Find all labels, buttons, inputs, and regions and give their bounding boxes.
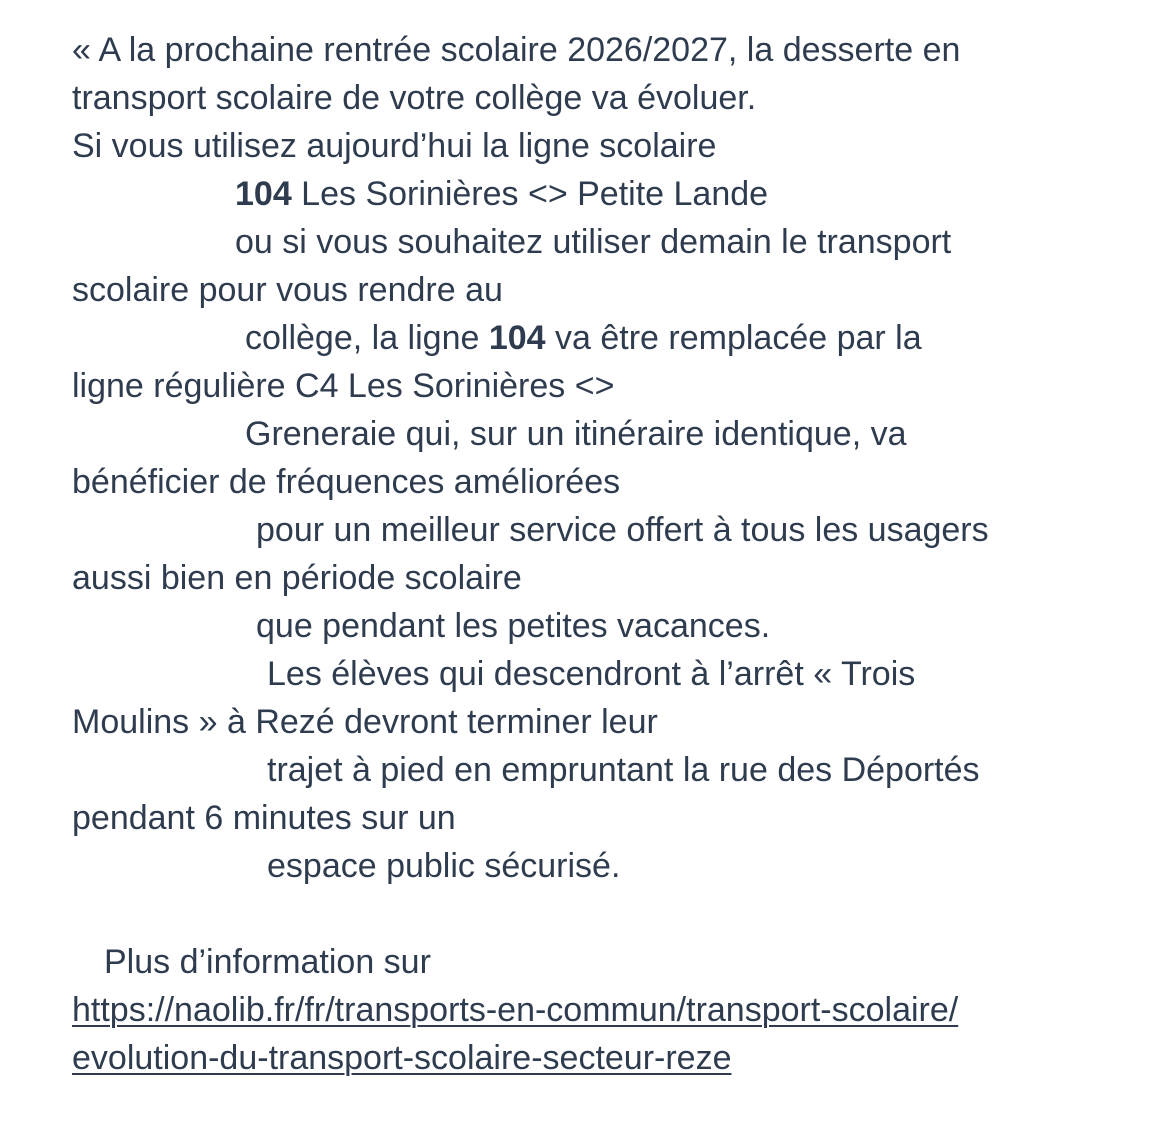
text-line: scolaire pour vous rendre au <box>72 271 503 309</box>
text-line: ou si vous souhaitez utiliser demain le transport <box>235 223 952 261</box>
text-line <box>245 318 922 358</box>
text-line: espace public sécurisé. <box>267 847 621 885</box>
text-line: ligne régulière C4 Les Sorinières <> <box>72 367 615 405</box>
text-line: bénéficier de fréquences améliorées <box>72 463 621 501</box>
text-line: Greneraie qui, sur un itinéraire identique, va <box>245 415 907 453</box>
text-line: Les élèves qui descendront à l’arrêt « Trois <box>267 655 916 693</box>
text-fragment: va être remplacée par la <box>545 319 922 357</box>
text-line: aussi bien en période scolaire <box>72 559 522 597</box>
text-line <box>235 174 768 214</box>
text-line: trajet à pied en empruntant la rue des Déportés <box>267 751 980 789</box>
text-line: transport scolaire de votre collège va évoluer. <box>72 79 757 117</box>
text-line: Si vous utilisez aujourd’hui la ligne scolaire <box>72 127 717 165</box>
info-link-continued[interactable]: evolution-du-transport-scolaire-secteur-reze <box>72 1039 732 1077</box>
text-line: que pendant les petites vacances. <box>256 607 771 645</box>
text-line: pour un meilleur service offert à tous les usagers <box>256 511 989 549</box>
info-link[interactable]: https://naolib.fr/fr/transports-en-commun/transport-scolaire/ <box>72 991 959 1029</box>
text-line: pendant 6 minutes sur un <box>72 799 456 837</box>
line-number-104: 104 <box>235 175 292 213</box>
text-fragment: Les Sorinières <> Petite Lande <box>291 175 769 213</box>
text-line: Moulins » à Rezé devront terminer leur <box>72 703 658 741</box>
text-line: « A la prochaine rentrée scolaire 2026/2027, la desserte en <box>72 31 961 69</box>
more-info-label: Plus d’information sur <box>104 943 431 981</box>
line-number-104: 104 <box>488 319 546 357</box>
text-fragment: collège, la ligne <box>245 319 489 357</box>
